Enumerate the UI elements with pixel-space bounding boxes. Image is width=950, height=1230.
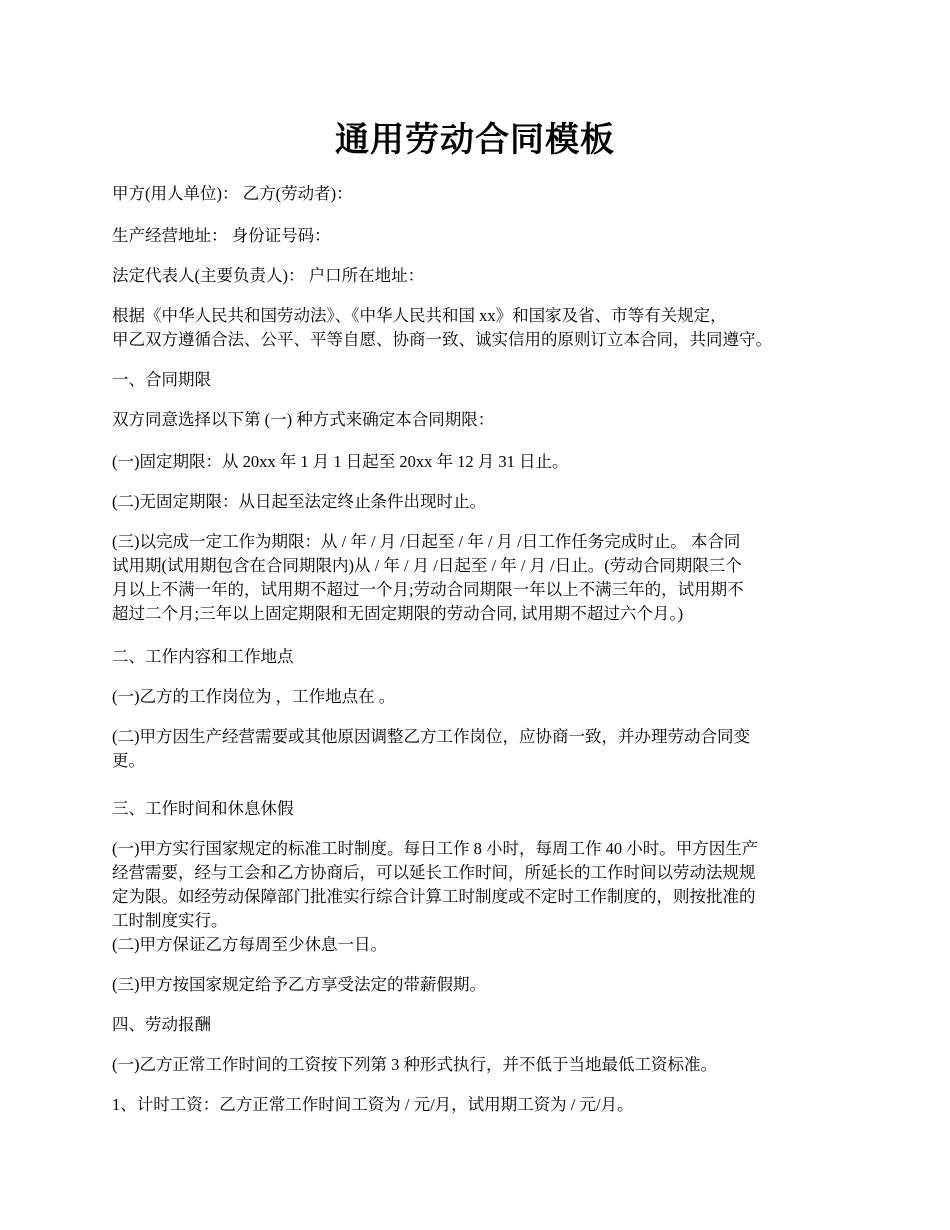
paragraph-line: (一)甲方实行国家规定的标准工时制度。每日工作 8 小时，每周工作 40 小时。甲方因生产 [112, 839, 759, 858]
paragraph [112, 933, 387, 957]
paragraph-line: 经营需要，经与工会和乙方协商后，可以延长工作时间，所延长的工作时间以劳动法规规 [112, 863, 756, 882]
paragraph [112, 837, 758, 933]
paragraph [112, 530, 744, 626]
document-title: 通用劳动合同模板 [335, 122, 615, 159]
paragraph-line: (一)乙方正常工作时间的工资按下列第 3 种形式执行，并不低于当地最低工资标准。 [112, 1055, 717, 1074]
paragraph-line: (二)甲方保证乙方每周至少休息一日。 [112, 935, 387, 954]
paragraph-line: (二)甲方因生产经营需要或其他原因调整乙方工作岗位，应协商一致，并办理劳动合同变 [112, 727, 750, 746]
paragraph-line: 工时制度实行。 [112, 911, 228, 930]
paragraph [112, 645, 294, 669]
paragraph [112, 1093, 634, 1117]
paragraph-line: 定为限。如经劳动保障部门批准实行综合计算工时制度或不定时工作制度的，则按批准的 [112, 887, 756, 906]
paragraph-line: 根据《中华人民共和国劳动法》、《中华人民共和国 xx》和国家及省、市等有关规定， [112, 306, 727, 325]
paragraph [112, 224, 331, 248]
paragraph-line: 甲方(用人单位)： 乙方(劳动者)： [112, 184, 353, 203]
paragraph-line: (一)固定期限：从 20xx 年 1 月 1 日起至 20xx 年 12 月 31 日止。 [112, 452, 569, 471]
paragraph-line: 一、合同期限 [112, 370, 211, 389]
paragraph-line: 1、计时工资：乙方正常工作时间工资为 / 元/月，试用期工资为 / 元/月。 [112, 1095, 634, 1114]
paragraph [112, 450, 569, 474]
paragraph-line: 生产经营地址： 身份证号码： [112, 226, 331, 245]
paragraph [112, 264, 424, 288]
paragraph [112, 797, 294, 821]
paragraph [112, 1013, 211, 1037]
paragraph [112, 408, 494, 432]
paragraph-line: 双方同意选择以下第 (一) 种方式来确定本合同期限： [112, 410, 495, 429]
paragraph-line: 四、劳动报酬 [112, 1015, 211, 1034]
paragraph-line: 甲乙双方遵循合法、公平、平等自愿、协商一致、诚实信用的原则订立本合同，共同遵守。 [112, 330, 772, 349]
paragraph-line: (三)以完成一定工作为期限：从 / 年 / 月 /日起至 / 年 / 月 /日工作任务完成时止。 本合同 [112, 532, 741, 551]
paragraph [112, 368, 211, 392]
paragraph-line: 三、工作时间和休息休假 [112, 799, 294, 818]
paragraph-line: (一)乙方的工作岗位为 ，工作地点在 。 [112, 687, 396, 706]
paragraph [112, 973, 486, 997]
paragraph-line: (三)甲方按国家规定给予乙方享受法定的带薪假期。 [112, 975, 486, 994]
paragraph [112, 1053, 717, 1077]
paragraph [112, 304, 772, 352]
paragraph [112, 182, 353, 206]
paragraph [112, 490, 486, 514]
paragraph-line: 月以上不满一年的，试用期不超过一个月;劳动合同期限一年以上不满三年的，试用期不 [112, 580, 744, 599]
paragraph-line: 试用期(试用期包含在合同期限内)从 / 年 / 月 /日起至 / 年 / 月 /日止。(劳动合同期限三个 [112, 556, 742, 575]
paragraph-line: 二、工作内容和工作地点 [112, 647, 294, 666]
paragraph-line: 超过二个月;三年以上固定期限和无固定期限的劳动合同, 试用期不超过六个月。) [112, 604, 684, 623]
paragraph-line: (二)无固定期限：从日起至法定终止条件出现时止。 [112, 492, 486, 511]
paragraph [112, 725, 750, 773]
paragraph-line: 更。 [112, 751, 145, 770]
paragraph-line: 法定代表人(主要负责人)： 户口所在地址： [112, 266, 425, 285]
paragraph [112, 685, 395, 709]
